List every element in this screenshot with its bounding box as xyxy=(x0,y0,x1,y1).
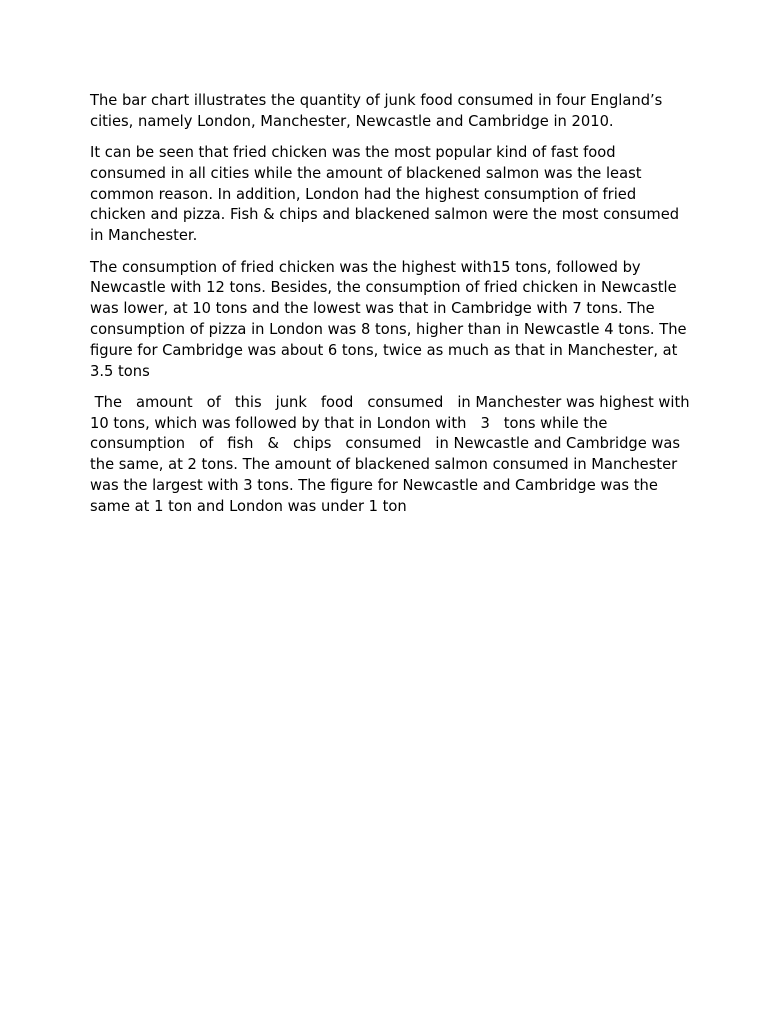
paragraph-overview: It can be seen that fried chicken was the most popular kind of fast food consumed in all cities while the amount of blackened salmon was the least common reason. In addition, London had the highest consumption of fried chicken and pizza. Fish & chips and blackened salmon were the most consumed in Manchester. xyxy=(90,144,684,245)
document-body xyxy=(90,91,695,528)
paragraph-fried-chicken-pizza: The consumption of fried chicken was the highest with15 tons, followed by Newcastle with 12 tons. Besides, the consumption of fried chicken in Newcastle was lower, at 10 tons and the lowest was that in Cambridge with 7 tons. The consumption of pizza in London was 8 tons, higher than in Newcastle 4 tons. The figure for Cambridge was about 6 tons, twice as much as that in Manchester, at 3.5 tons xyxy=(90,258,692,380)
paragraph-fish-chips-salmon: The amount of this junk food consumed in Manchester was highest with 10 tons, which was followed by that in London with 3 tons while the consumption of fish & chips consumed in Newcastle and Cambridge was the same, at 2 tons. The amount of blackened salmon consumed in Manchester was the largest with 3 tons. The figure for Newcastle and Cambridge was the same at 1 ton and London was under 1 ton xyxy=(90,393,695,515)
paragraph-introduction: The bar chart illustrates the quantity of junk food consumed in four England’s cities, namely London, Manchester, Newcastle and Cambridge in 2010. xyxy=(90,92,668,130)
